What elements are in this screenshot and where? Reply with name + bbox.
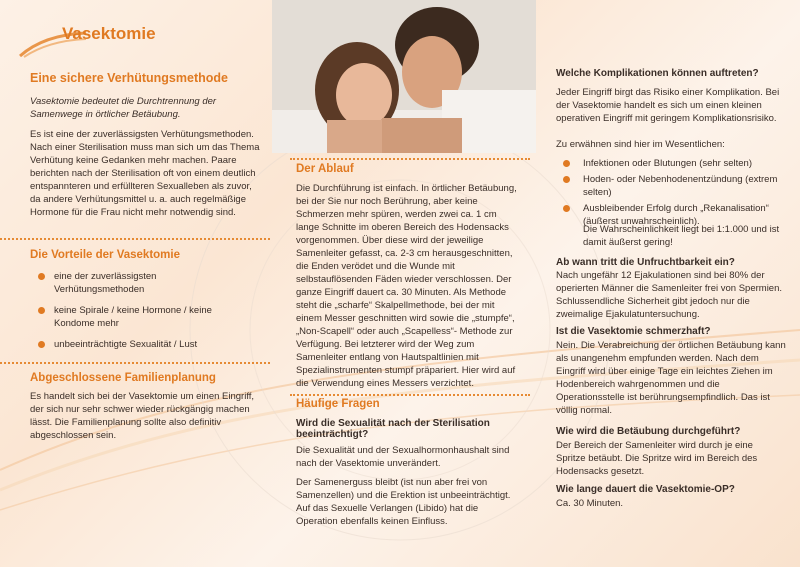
list-item: Hoden- oder Nebenhodenentzündung (extrem selten)	[563, 173, 783, 199]
komplikationen-note: Die Wahrscheinlichkeit liegt bei 1:1.000 und ist damit äußerst gering!	[583, 224, 780, 248]
couple-photo	[272, 0, 536, 153]
list-item: Infektionen oder Blutungen (sehr selten)	[563, 157, 783, 170]
bullet-icon	[38, 341, 45, 348]
couple-photo-illustration	[272, 0, 536, 153]
faq-question-dauer: Wie lange dauert die Vasektomie-OP?	[556, 484, 735, 495]
komplikationen-list	[563, 157, 783, 231]
faq-answer-komplikationen-intro: Zu erwähnen sind hier im Wesentlichen:	[556, 139, 725, 150]
list-item: Ausbleibender Erfolg durch „Rekanalisation“ (äußerst unwahrscheinlich).	[563, 202, 783, 228]
left-column	[0, 0, 270, 567]
list-item: keine Spirale / keine Hormone / keine Kondome mehr	[38, 304, 248, 330]
section-divider	[290, 158, 530, 160]
bullet-icon	[38, 307, 45, 314]
list-item: eine der zuverlässigsten Verhütungsmethoden	[38, 270, 248, 296]
bullet-icon	[563, 205, 570, 212]
faq-answer-betaeubung: Der Bereich der Samenleiter wird durch je eine Spritze betäubt. Die Spritze wird im Bereich des Hodensacks gesetzt.	[556, 440, 758, 477]
page-title: Vasektomie	[62, 24, 156, 43]
faq-answer-schmerzhaft: Nein. Die Verabreichung der örtlichen Betäubung kann als unangenehm empfunden werden. Nach dem Eingriff wird über einige Tage ein leichtes Ziehen im Hodenbereich wahrgenommen und die Operationsstelle ist berührungsempfindlich. Das ist völlig normal.	[556, 340, 786, 416]
faq-answer-dauer: Ca. 30 Minuten.	[556, 498, 624, 509]
vorteile-heading: Die Vorteile der Vasektomie	[30, 249, 180, 261]
familienplanung-heading: Abgeschlossene Familienplanung	[30, 372, 216, 384]
vorteile-list	[38, 270, 248, 359]
bullet-icon	[563, 176, 570, 183]
page-subtitle: Eine sichere Verhütungsmethode	[30, 71, 228, 85]
faq-question-betaeubung: Wie wird die Betäubung durchgeführt?	[556, 426, 741, 437]
list-item: unbeeinträchtigte Sexualität / Lust	[38, 338, 248, 351]
faq-answer-unfruchtbarkeit: Nach ungefähr 12 Ejakulationen sind bei 80% der operierten Männer die Samenleiter frei von Spermien. Schlussendliche Sicherheit gibt jedoch nur die zweimalige Ejakulatuntersuchung.	[556, 270, 783, 320]
section-divider	[0, 238, 270, 240]
faq-question-schmerzhaft: Ist die Vasektomie schmerzhaft?	[556, 326, 711, 337]
ablauf-heading: Der Ablauf	[296, 163, 354, 175]
section-divider	[290, 394, 530, 396]
faq-question-komplikationen: Welche Komplikationen können auftreten?	[556, 68, 759, 79]
faq-question-unfruchtbarkeit: Ab wann tritt die Unfruchtbarkeit ein?	[556, 257, 735, 268]
familienplanung-text: Es handelt sich bei der Vasektomie um einen Eingriff, der sich nur sehr schwer wieder rückgängig machen lässt. Die Familienplanung sollte also definitiv abgeschlossen sein.	[30, 391, 255, 441]
right-column	[537, 0, 800, 567]
intro-text: Vasektomie bedeutet die Durchtrennung der Samenwege in örtlicher Betäubung.	[30, 96, 217, 120]
faq-answer-sexualitaet-1: Die Sexualität und der Sexualhormonhaushalt sind nach der Vasektomie unverändert.	[296, 445, 510, 469]
ablauf-text: Die Durchführung ist einfach. In örtlicher Betäubung, bei der Sie nur noch Berührung, aber keine Schmerzen mehr spüren, werden zwei ca. 1 cm lange Schnitte im oberen Bereich des Hodensacks vorgenommen. Über diese wird der jeweilige Samenleiter gefasst, ca. 2-3 cm herausgeschnitten, die Enden verödet und die Wunde mit selbstauflösenden Fäden wieder verschlossen. Der ganze Eingriff dauert ca. 30 Minuten. Als Methode steht die „scharfe“ Skalpellmethode, bei der mit einem Messer geschnitten wird sowie die „stumpfe“, „Non-Scapell“ oder auch „Scapelless“- Methode zur Verfügung. Bei letzterer wird der Weg zum Samenleiter entlang von Hautspaltlinien mit Spezialinstrumenten stumpf präpariert. Hier wird auf die Verwendung eines Messers verzichtet.	[296, 183, 517, 389]
bullet-icon	[563, 160, 570, 167]
faq-heading: Häufige Fragen	[296, 398, 380, 410]
faq-question-sexualitaet: Wird die Sexualität nach der Sterilisation beeinträchtigt?	[296, 418, 490, 440]
bullet-icon	[38, 273, 45, 280]
section-divider	[0, 362, 270, 364]
intro-paragraph: Es ist eine der zuverlässigsten Verhütungsmethoden. Nach einer Sterilisation muss man sich um das Thema Verhütung keine Gedanken mehr machen. Paare berichten nach der Sterilisation oft von einem deutlich entspannteren und erfüllteren Sexualleben als zuvor, da andere Verhütungsmittel u. a. auch regelmäßige Hormone für die Frau nicht mehr notwendig sind.	[30, 129, 260, 218]
faq-answer-komplikationen: Jeder Eingriff birgt das Risiko einer Komplikation. Bei der Vasektomie handelt es sich um einen kleinen operativen Eingriff mit geringem Komplikationsrisiko.	[556, 87, 780, 124]
faq-answer-sexualitaet-2: Der Samenerguss bleibt (ist nun aber frei von Samenzellen) und die Erektion ist unbeeinträchtigt. Auf das Sexuelle Verlangen (Libido) hat die Operation ebenfalls keinen Einfluss.	[296, 477, 511, 527]
